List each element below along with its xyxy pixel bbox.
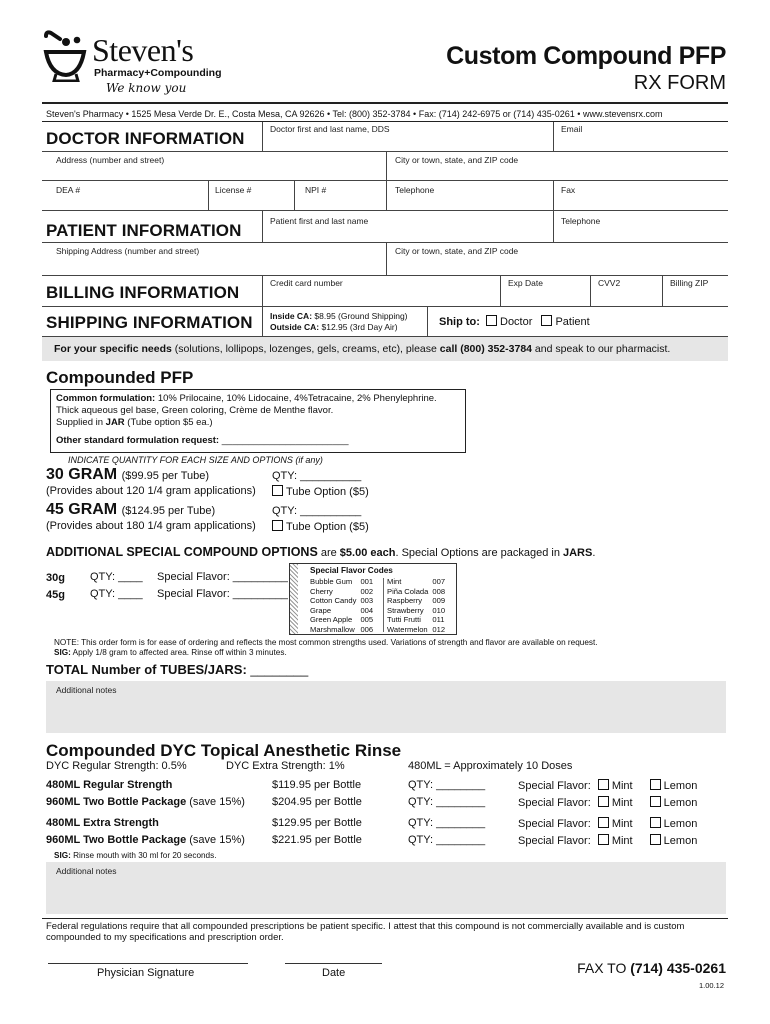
size-30-tube-checkbox[interactable] <box>272 485 283 496</box>
ship-to-patient-option[interactable]: Patient <box>541 316 589 328</box>
logo-name: Steven's <box>92 32 194 68</box>
flavor-name: Bubble Gum <box>310 577 353 586</box>
left-row <box>308 587 375 597</box>
flavor-name: Strawberry <box>387 605 424 615</box>
pfp-additional-notes[interactable] <box>46 681 726 733</box>
pfp-sig: SIG: Apply 1/8 gram to affected area. Rinse off within 3 minutes. <box>54 648 287 657</box>
physician-signature-label: Physician Signature <box>97 967 195 979</box>
doctor-name-label: Doctor first and last name, DDS <box>270 124 390 134</box>
billing-heading: BILLING INFORMATION <box>46 283 240 302</box>
dyc-row-3-price: $129.95 per Bottle <box>272 817 362 829</box>
ship-to-label: Ship to: <box>439 316 480 328</box>
dyc-row-1-price: $119.95 per Bottle <box>272 779 362 791</box>
common-formulation-line2: Thick aqueous gel base, Green coloring, Crème de Menthe flavor. <box>56 405 334 416</box>
patient-city-label: City or town, state, and ZIP code <box>395 246 519 256</box>
physician-signature-line[interactable] <box>48 963 248 964</box>
npi-label: NPI # <box>305 185 327 195</box>
flavor-name: Mint <box>387 577 402 586</box>
doctor-telephone-input[interactable] <box>387 194 552 209</box>
flavor-codes-right-table <box>385 577 447 635</box>
flavor-name: Raspberry <box>387 596 423 606</box>
dyc-extra-strength: DYC Extra Strength: 1% <box>226 760 345 772</box>
doctor-name-input[interactable] <box>263 133 552 150</box>
patient-heading: PATIENT INFORMATION <box>46 221 242 240</box>
option-45g-flavor[interactable]: Special Flavor: _________ <box>157 588 288 600</box>
dyc-row-4-name: 960ML Two Bottle Package (save 15%) <box>46 834 245 846</box>
common-formulation-line3: Supplied in JAR (Tube option $5 ea.) <box>56 417 213 428</box>
license-input[interactable] <box>209 194 293 209</box>
dyc-row-2-flavor: Special Flavor: Mint Lemon <box>518 797 698 809</box>
flavor-code: 006 <box>360 624 374 634</box>
option-30g-flavor[interactable]: Special Flavor: _________ <box>157 571 288 583</box>
npi-input[interactable] <box>295 194 385 209</box>
option-45g-label: 45g <box>46 589 65 601</box>
dyc-row-2-qty[interactable]: QTY: ________ <box>408 796 486 808</box>
common-formulation-line1: Common formulation: 10% Prilocaine, 10% Lidocaine, 4%Tetracaine, 2% Phenylephrine. <box>56 393 437 404</box>
dyc-row-1-name: 480ML Regular Strength <box>46 779 173 791</box>
size-30-title: 30 GRAM ($99.95 per Tube) <box>46 466 210 483</box>
patient-telephone-input[interactable] <box>554 225 728 241</box>
flavor-codes-left-table <box>308 577 375 635</box>
exp-input[interactable] <box>501 288 589 305</box>
option-45g-qty[interactable]: QTY: ____ <box>90 588 143 600</box>
option-30g-qty[interactable]: QTY: ____ <box>90 571 143 583</box>
flavor-codes-box <box>289 563 457 635</box>
doctor-fax-label: Fax <box>561 185 576 195</box>
left-row <box>308 606 375 616</box>
shipping-outside: Outside CA: $12.95 (3rd Day Air) <box>270 322 398 332</box>
needs-banner-text: For your specific needs (solutions, lollipops, lozenges, gels, creams, etc), please call (800) 352-3784 and speak to our pharmacist. <box>54 343 671 355</box>
shipping-heading: SHIPPING INFORMATION <box>46 313 253 332</box>
cvv-input[interactable] <box>591 288 661 305</box>
header-rule <box>42 102 728 104</box>
billing-zip-input[interactable] <box>663 288 728 305</box>
dyc-dose-note: 480ML = Approximately 10 Doses <box>408 760 573 772</box>
page-subtitle: RX FORM <box>633 72 726 94</box>
total-tubes-jars[interactable]: TOTAL Number of TUBES/JARS: ________ <box>46 662 309 677</box>
doctor-email-input[interactable] <box>554 133 728 150</box>
patient-checkbox[interactable] <box>541 315 552 326</box>
patient-name-input[interactable] <box>263 225 552 241</box>
flavor-code: 008 <box>432 586 446 596</box>
flavor-name: Piña Colada <box>387 586 429 596</box>
flavor-name: Grape <box>310 605 332 615</box>
doctor-telephone-label: Telephone <box>395 185 435 195</box>
doctor-address-input[interactable] <box>42 163 385 180</box>
doctor-heading: DOCTOR INFORMATION <box>46 129 245 148</box>
flavor-code: 001 <box>360 577 374 586</box>
pfp-note: NOTE: This order form is for ease of ordering and reflects the most common strengths used. Variations of strength and flavor are available on request. <box>54 638 598 647</box>
additional-options-heading: ADDITIONAL SPECIAL COMPOUND OPTIONS are $5.00 each. Special Options are packaged in JARS. <box>46 545 596 559</box>
size-45-tube-checkbox[interactable] <box>272 520 283 531</box>
left-row <box>308 577 375 587</box>
dyc-notes-label: Additional notes <box>56 866 117 876</box>
indicate-quantity-note: INDICATE QUANTITY FOR EACH SIZE AND OPTIONS (if any) <box>68 455 323 465</box>
flavor-code: 004 <box>360 605 374 615</box>
dyc-row-1-lemon-checkbox[interactable] <box>650 779 661 790</box>
flavor-name: Marshmallow <box>310 624 355 634</box>
size-45-qty[interactable]: QTY: __________ <box>272 505 362 517</box>
dea-input[interactable] <box>42 194 207 209</box>
size-30-tube-option[interactable]: Tube Option ($5) <box>272 485 369 498</box>
cvv-label: CVV2 <box>598 278 621 288</box>
card-label: Credit card number <box>270 278 343 288</box>
flavor-code: 002 <box>360 586 374 596</box>
flavor-codes-stripe <box>290 564 298 634</box>
exp-label: Exp Date <box>508 278 543 288</box>
other-formulation-request[interactable]: Other standard formulation request: ________________________ <box>56 435 349 446</box>
flavor-code: 011 <box>432 615 445 625</box>
ship-to-doctor-option[interactable]: Doctor <box>486 316 532 328</box>
pfp-notes-label: Additional notes <box>56 685 117 695</box>
doctor-checkbox[interactable] <box>486 315 497 326</box>
dyc-row-2-name: 960ML Two Bottle Package (save 15%) <box>46 796 245 808</box>
form-version: 1.00.12 <box>698 981 724 990</box>
flavor-code: 007 <box>432 577 446 586</box>
card-input[interactable] <box>263 288 499 305</box>
flavor-name: Cotton Candy <box>310 596 357 606</box>
dyc-row-1-flavor: Special Flavor: Mint Lemon <box>518 780 698 792</box>
flavor-name: Watermelon <box>387 624 428 634</box>
flavor-code: 010 <box>432 605 446 615</box>
attest-statement: Federal regulations require that all compounded prescriptions be patient specific. I attest that this compound is not commercially available and is custom compounded to my specifications and prescription order. <box>46 921 685 943</box>
fax-to: FAX TO (714) 435-0261 <box>577 960 726 976</box>
flavor-code: 003 <box>360 596 374 606</box>
doctor-address-label: Address (number and street) <box>56 155 165 165</box>
dyc-heading: Compounded DYC Topical Anesthetic Rinse <box>46 741 402 760</box>
date-line[interactable] <box>285 963 382 964</box>
mortar-pestle-logo-icon <box>42 30 88 82</box>
flavor-name: Tutti Frutti <box>387 615 421 625</box>
dyc-row-4-lemon-checkbox[interactable] <box>650 834 661 845</box>
patient-address-input[interactable] <box>42 256 385 274</box>
doctor-city-label: City or town, state, and ZIP code <box>395 155 519 165</box>
dyc-row-2-mint-checkbox[interactable] <box>598 796 609 807</box>
doctor-fax-input[interactable] <box>554 194 728 209</box>
patient-address-label: Shipping Address (number and street) <box>56 246 200 256</box>
right-row <box>385 615 447 625</box>
dyc-row-4-flavor: Special Flavor: Mint Lemon <box>518 835 698 847</box>
dea-label: DEA # <box>56 185 81 195</box>
dyc-row-3-lemon-checkbox[interactable] <box>650 817 661 828</box>
right-row <box>385 625 447 635</box>
flavor-code: 012 <box>432 624 446 634</box>
dyc-row-3-name: 480ML Extra Strength <box>46 817 159 829</box>
dyc-row-3-mint-checkbox[interactable] <box>598 817 609 828</box>
dyc-additional-notes[interactable] <box>46 862 726 914</box>
option-30g-label: 30g <box>46 572 65 584</box>
size-45-note: (Provides about 180 1/4 gram applications) <box>46 520 256 532</box>
date-label: Date <box>322 967 346 979</box>
pfp-heading: Compounded PFP <box>46 368 194 387</box>
size-30-qty[interactable]: QTY: __________ <box>272 470 362 482</box>
dyc-row-1-qty[interactable]: QTY: ________ <box>408 779 486 791</box>
dyc-row-2-price: $204.95 per Bottle <box>272 796 362 808</box>
right-row <box>385 606 447 616</box>
left-row <box>308 596 375 606</box>
flavor-name: Cherry <box>310 586 333 596</box>
dyc-row-3-flavor: Special Flavor: Mint Lemon <box>518 818 698 830</box>
flavor-name: Green Apple <box>310 615 353 625</box>
doctor-email-label: Email <box>561 124 583 134</box>
logo-tagline: We know you <box>106 81 187 95</box>
flavor-code: 005 <box>360 615 374 625</box>
logo <box>42 30 222 100</box>
right-row <box>385 587 447 597</box>
logo-subtitle: Pharmacy+Compounding <box>94 67 222 79</box>
ship-to <box>439 315 590 328</box>
dyc-row-2-lemon-checkbox[interactable] <box>650 796 661 807</box>
shipping-inside: Inside CA: $8.95 (Ground Shipping) <box>270 311 408 321</box>
contact-rule <box>42 121 728 122</box>
doctor-city-input[interactable] <box>387 163 728 180</box>
dyc-row-4-qty[interactable]: QTY: ________ <box>408 834 486 846</box>
billing-zip-label: Billing ZIP <box>670 278 709 288</box>
patient-city-input[interactable] <box>387 256 728 274</box>
right-row <box>385 596 447 606</box>
license-label: License # <box>215 185 252 195</box>
left-row <box>308 615 375 625</box>
contact-line: Steven's Pharmacy • 1525 Mesa Verde Dr. E., Costa Mesa, CA 92626 • Tel: (800) 352-3784 • Fax: (714) 242-6975 or (714) 435-0261 • www.stevensrx.com <box>46 109 663 119</box>
page-title: Custom Compound PFP <box>446 42 726 70</box>
dyc-regular-strength: DYC Regular Strength: 0.5% <box>46 760 187 772</box>
patient-telephone-label: Telephone <box>561 216 601 226</box>
right-row <box>385 577 447 587</box>
size-45-tube-option[interactable]: Tube Option ($5) <box>272 520 369 533</box>
dyc-row-4-mint-checkbox[interactable] <box>598 834 609 845</box>
dyc-row-4-price: $221.95 per Bottle <box>272 834 362 846</box>
size-45-title: 45 GRAM ($124.95 per Tube) <box>46 501 216 518</box>
size-30-note: (Provides about 120 1/4 gram applications) <box>46 485 256 497</box>
dyc-sig: SIG: Rinse mouth with 30 ml for 20 seconds. <box>54 851 217 860</box>
footer-rule <box>42 918 728 919</box>
dyc-row-1-mint-checkbox[interactable] <box>598 779 609 790</box>
dyc-row-3-qty[interactable]: QTY: ________ <box>408 817 486 829</box>
flavor-code: 009 <box>432 596 446 606</box>
left-row <box>308 625 375 635</box>
flavor-codes-title: Special Flavor Codes <box>310 566 393 575</box>
patient-name-label: Patient first and last name <box>270 216 369 226</box>
